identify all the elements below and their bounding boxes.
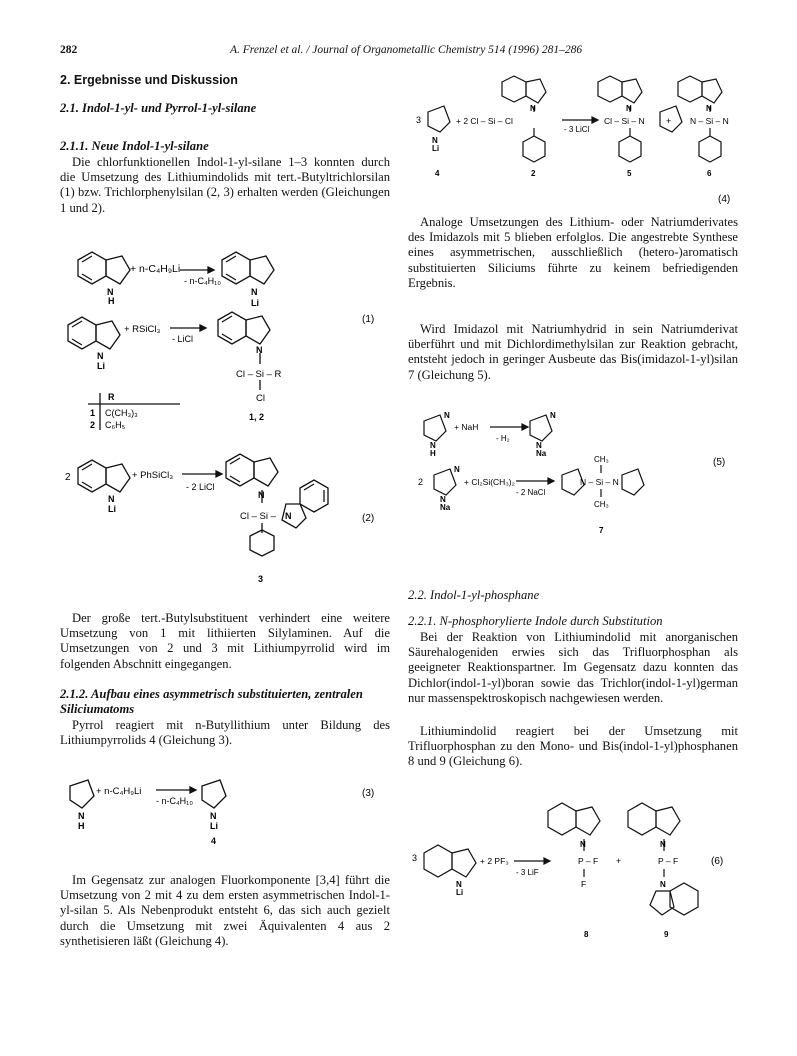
reagent: + RSiCl₃	[124, 324, 161, 335]
silicon-center: Cl – Si – R	[236, 369, 282, 380]
byproduct: - 3 LiCl	[564, 125, 590, 134]
section-heading-2-1-1: 2.1.1. Neue Indol-1-yl-silane	[60, 139, 209, 153]
coefficient: 3	[416, 115, 422, 125]
section-heading-2-1: 2.1. Indol-1-yl- und Pyrrol-1-yl-silane	[60, 101, 257, 115]
atom-n: N	[107, 287, 114, 297]
atom-n: N	[706, 104, 712, 113]
compound-number: 6	[707, 169, 712, 178]
equation-3-scheme	[60, 768, 390, 848]
atom-n: N	[285, 511, 292, 521]
plus: +	[666, 116, 672, 126]
equation-number: (6)	[711, 856, 724, 867]
paragraph: Die chlorfunktionellen Indol-1-yl-silane 1–3 konnten durch die Umsetzung des Lithiumindolids mit tert.-Butyltrichlorsilan (1) bzw. Trichlorphenylsilan (2, 3) erhalten werden (Gleichungen 1 und 2).	[60, 155, 390, 215]
silicon-center: N – Si – N	[580, 477, 619, 487]
reagent: + PhSiCl₃	[132, 470, 174, 481]
compound-number: 5	[627, 169, 632, 178]
compound-number: 2	[531, 169, 536, 178]
byproduct: - 2 LiCl	[186, 482, 215, 492]
section-heading-2-2: 2.2. Indol-1-yl-phosphane	[408, 588, 540, 602]
atom-na: Na	[536, 449, 547, 458]
table-cell: C(CH₃)₃	[105, 408, 138, 418]
paragraph: Wird Imidazol mit Natriumhydrid in sein Natriumderivat überführt und mit Dichlordimethylsilan zur Reaktion gebracht, entsteht jedoch in geringer Ausbeute das Bis(imidazol-1-yl)silan 7 (Gleichung 5).	[408, 322, 738, 382]
paragraph: Im Gegensatz zur analogen Fluorkomponente [3,4] führt die Umsetzung von 2 mit 4 zu dem ersten asymmetrischen Indol-1-yl-silan 5. Als Nebenprodukt entsteht 6, das sich auch gezielt durch die Umsetzung mit zwei Äquivalenten 4 aus 2 synthetisieren läßt (Gleichung 4).	[60, 873, 390, 948]
coefficient: 2	[418, 477, 424, 487]
reagent: + 2 Cl – Si – Cl	[456, 116, 513, 126]
atom-n: N	[251, 287, 258, 297]
byproduct: - n-C₄H₁₀	[184, 276, 221, 286]
equation-number: (1)	[362, 314, 375, 325]
atom-n: N	[660, 840, 666, 849]
silicon-center: Cl – Si – N	[604, 116, 645, 126]
section-heading-2-2-1: 2.2.1. N-phosphorylierte Indole durch Substitution	[408, 614, 663, 628]
atom-n: N	[108, 494, 115, 504]
phosphorus-center: P – F	[658, 856, 679, 866]
equation-6-scheme	[408, 795, 738, 945]
byproduct: - LiCl	[172, 334, 194, 344]
table-header: R	[108, 392, 115, 402]
compound-number: 4	[435, 169, 440, 178]
coefficient: 3	[412, 853, 418, 863]
page-number: 282	[60, 44, 78, 56]
atom-n: N	[440, 495, 446, 504]
reagent: + Cl₂Si(CH₃)₂	[464, 477, 515, 487]
journal-citation: A. Frenzel et al. / Journal of Organometallic Chemistry 514 (1996) 281–286	[230, 44, 583, 56]
atom-f: F	[581, 879, 587, 889]
equation-number: (2)	[362, 513, 375, 524]
equation-number: (3)	[362, 788, 375, 799]
atom-n: N	[432, 136, 438, 145]
atom-li: Li	[251, 298, 259, 308]
reagent: + n-C₄H₉Li	[130, 263, 181, 275]
atom-h: H	[430, 449, 436, 458]
byproduct: - 2 NaCl	[516, 488, 546, 497]
atom-li: Li	[210, 821, 218, 831]
plus: +	[616, 856, 622, 866]
phosphorus-center: P – F	[578, 856, 599, 866]
atom-n: N	[580, 840, 586, 849]
reagent: + 2 PF₃	[480, 856, 509, 866]
section-heading-2: 2. Ergebnisse und Diskussion	[60, 73, 238, 87]
atom-n: N	[626, 104, 632, 113]
reagent: + n-C₄H₉Li	[96, 786, 142, 797]
equation-4-scheme	[408, 70, 738, 210]
compound-number: 7	[599, 526, 604, 535]
atom-n: N	[536, 441, 542, 450]
equation-number: (5)	[713, 457, 726, 468]
atom-n: N	[256, 345, 263, 355]
equation-1-scheme	[60, 240, 390, 430]
atom-n: N	[456, 880, 462, 889]
atom-n: N	[258, 490, 265, 500]
equation-number: (4)	[718, 194, 731, 205]
paragraph: Analoge Umsetzungen des Lithium- oder Natriumderivates des Imidazols mit 5 blieben erfolglos. Die angestrebte Synthese eines asymmetrischen, ausschließlich (hetero-)aromatisch substituierten Siliciums führte zu keinem befriedigenden Ergebnis.	[408, 215, 738, 290]
atom-n: N	[444, 411, 450, 420]
methyl: CH₃	[594, 500, 609, 509]
atom-n: N	[454, 465, 460, 474]
atom-n: N	[660, 880, 666, 889]
byproduct: - n-C₄H₁₀	[156, 796, 193, 806]
atom-n: N	[550, 411, 556, 420]
table-cell: 2	[90, 420, 96, 430]
coefficient: 2	[65, 472, 71, 483]
byproduct: - 3 LiF	[516, 868, 539, 877]
methyl: CH₃	[594, 455, 609, 464]
table-cell: C₆H₅	[105, 420, 126, 430]
atom-li: Li	[108, 504, 116, 514]
reagent: + NaH	[454, 422, 479, 432]
compound-number: 3	[258, 574, 264, 584]
atom-n: N	[97, 351, 104, 361]
atom-li: Li	[432, 144, 440, 153]
compound-number: 8	[584, 930, 589, 939]
atom-h: H	[108, 296, 115, 306]
atom-n: N	[210, 811, 217, 821]
paragraph: Bei der Reaktion von Lithiumindolid mit anorganischen Säurehalogeniden erwies sich das Trifluorphosphan als geeigneter Reaktionspartner. Im Gegensatz dazu konnten das Dichlor(indol-1-yl)boran sowie das Trichlor(indol-1-yl)german nur massenspektroskopisch nachgewiesen werden.	[408, 630, 738, 705]
compound-number: 9	[664, 930, 669, 939]
table-cell: 1	[90, 408, 96, 418]
paragraph: Pyrrol reagiert mit n-Butyllithium unter Bildung des Lithiumpyrrolids 4 (Gleichung 3).	[60, 718, 390, 748]
atom-n: N	[430, 441, 436, 450]
atom-cl: Cl	[256, 393, 265, 404]
silicon-center: Cl – Si –	[240, 511, 276, 522]
atom-n: N	[78, 811, 85, 821]
compound-number: 4	[211, 836, 217, 846]
atom-n: N	[530, 104, 536, 113]
atom-li: Li	[456, 888, 464, 897]
equation-5-scheme	[408, 405, 738, 540]
compound-number: 1, 2	[249, 412, 265, 422]
byproduct: - H₂	[496, 434, 510, 443]
atom-h: H	[78, 821, 85, 831]
paragraph: Der große tert.-Butylsubstituent verhindert eine weitere Umsetzung von 1 mit lithiierten Silylaminen. Auf die Umsetzungen von 2 und 3 mit Lithiumpyrrolid wird im folgenden Abschnitt eingegangen.	[60, 611, 390, 671]
atom-na: Na	[440, 503, 451, 512]
atom-li: Li	[97, 361, 105, 371]
paragraph: Lithiumindolid reagiert bei der Umsetzung mit Trifluorphosphan zu den Mono- und Bis(indol-1-yl)phosphanen 8 und 9 (Gleichung 6).	[408, 724, 738, 769]
silicon-center: N – Si – N	[690, 116, 729, 126]
equation-2-scheme	[60, 448, 390, 588]
section-heading-2-1-2: 2.1.2. Aufbau eines asymmetrisch substituierten, zentralen Siliciumatoms	[60, 687, 363, 716]
